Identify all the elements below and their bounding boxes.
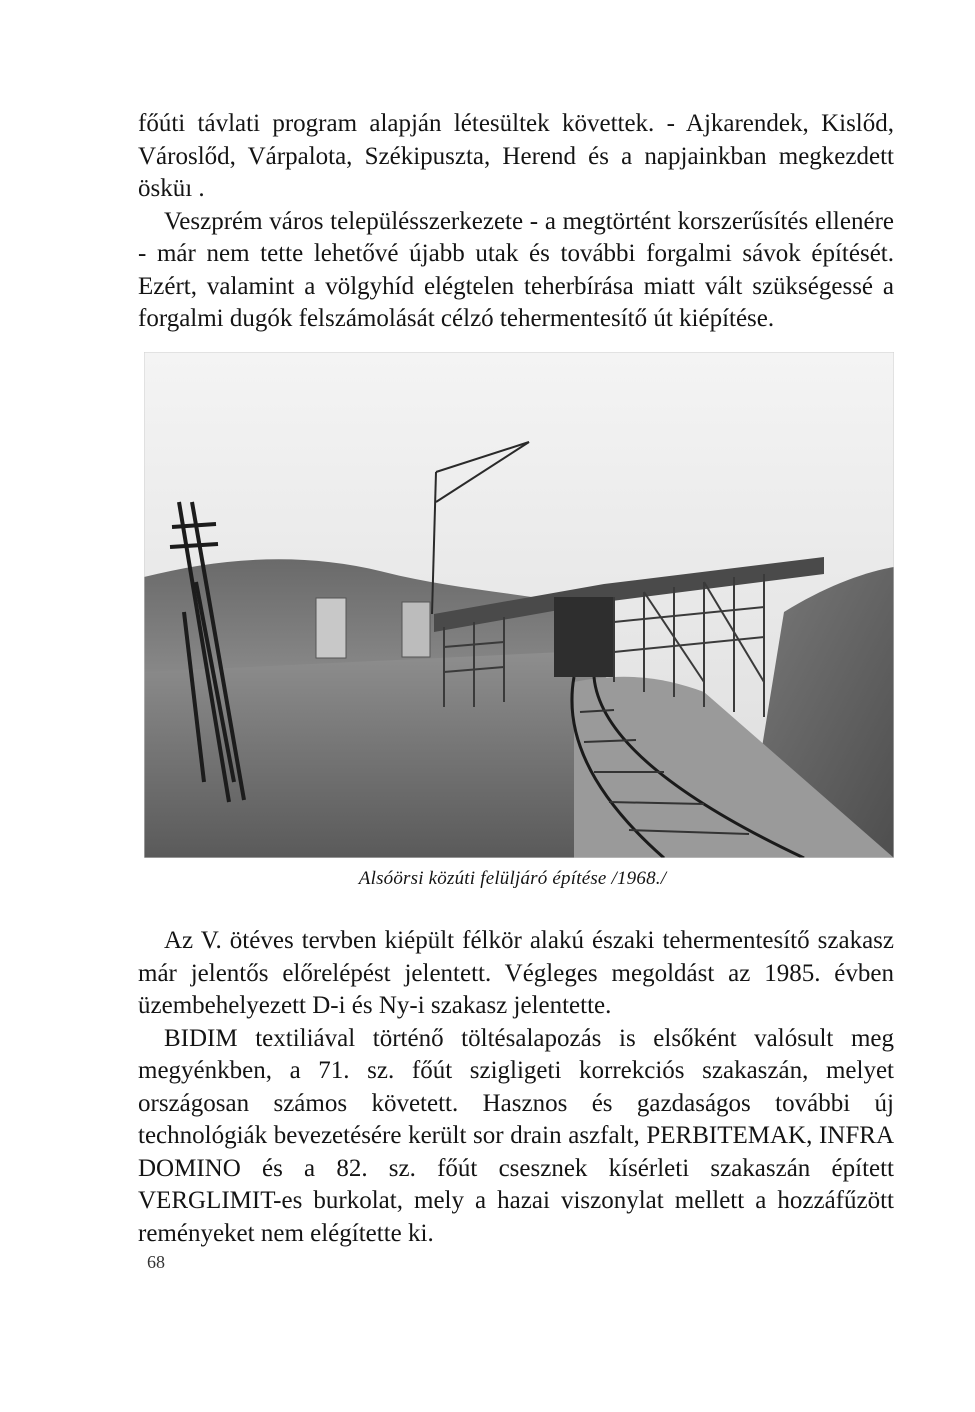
paragraph-bidim: BIDIM textiliával történő töltésalapozás is elsőként valósult meg megyénkben, a 71. sz. főút szigligeti korrekciós szakaszán, melyet országosan számos követett. Hasznos és gazdaságos további új technológiák bevezetésére került sor drain aszfalt, PERBITEMAK, INFRA DOMINO és a 82. sz. főút csesznek kísérleti szakaszán épített VERGLIMIT-es burkolat, mely a hazai viszonylat mellett a hozzáfűzött reményeket nem elégítette ki. [138, 1024, 894, 1247]
top-text-block [138, 108, 894, 336]
photo-caption [0, 868, 975, 890]
paragraph-continued: főúti távlati program alapján létesültek követtek. - Ajkarendek, Kislőd, Városlőd, Várpalota, Székipuszta, Herend és a napjainkban megkezdett ösküı . [138, 110, 894, 202]
page-number: 68 [147, 1252, 165, 1272]
construction-photo [144, 352, 894, 858]
paragraph-veszprem: Veszprém város településszerkezete - a megtörtént korszerűsítés ellenére - már nem tette lehetővé újabb utak és további forgalmi sávok építését. Ezért, valamint a völgyhíd elégtelen teherbírása miatt vált szükségessé a forgalmi dugók felszámolását célzó tehermentesítő út kiépítése. [138, 207, 894, 332]
caption-text: Alsóörsi közúti felüljáró építése /1968./ [358, 868, 667, 889]
paragraph-otodik-terv: Az V. ötéves tervben kiépült félkör alakú északi tehermentesítő szakasz már jelentős előrelépést jelentett. Végleges megoldást az 1985. évben üzembehelyezett D-i és Ny-i szakasz jelentette. [138, 927, 894, 1019]
bottom-text-block [138, 925, 894, 1250]
